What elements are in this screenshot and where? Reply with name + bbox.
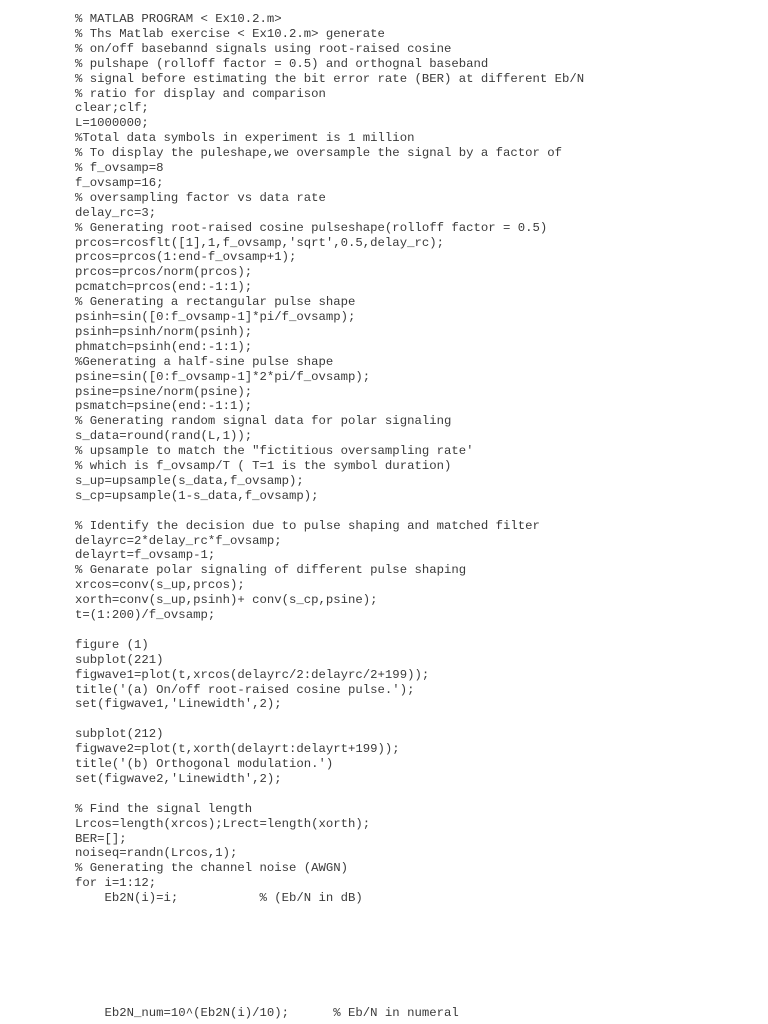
code-line: prcos=rcosflt([1],1,f_ovsamp,'sqrt',0.5,delay_rc);: [75, 236, 444, 250]
code-line: % Ths Matlab exercise < Ex10.2.m> generate: [75, 27, 385, 41]
code-line: %Total data symbols in experiment is 1 million: [75, 131, 415, 145]
code-line: % Identify the decision due to pulse shaping and matched filter: [75, 519, 540, 533]
code-line: delayrc=2*delay_rc*f_ovsamp;: [75, 534, 282, 548]
code-line: title('(a) On/off root-raised cosine pulse.');: [75, 683, 415, 697]
code-line: xorth=conv(s_up,psinh)+ conv(s_cp,psine);: [75, 593, 378, 607]
code-line: set(figwave2,'Linewidth',2);: [75, 772, 282, 786]
code-line: BER=[];: [75, 832, 127, 846]
code-line: psine=sin([0:f_ovsamp-1]*2*pi/f_ovsamp);: [75, 370, 371, 384]
code-line: Eb2N_num=10^(Eb2N(i)/10); % Eb/N in numeral: [75, 1006, 459, 1020]
code-line: figure (1): [75, 638, 149, 652]
code-line: f_ovsamp=16;: [75, 176, 164, 190]
code-line: s_data=round(rand(L,1));: [75, 429, 253, 443]
code-line: % signal before estimating the bit error rate (BER) at different Eb/N: [75, 72, 585, 86]
code-line: title('(b) Orthogonal modulation.'): [75, 757, 334, 771]
code-line: noiseq=randn(Lrcos,1);: [75, 846, 238, 860]
code-line: for i=1:12;: [75, 876, 157, 890]
code-line: prcos=prcos/norm(prcos);: [75, 265, 253, 279]
code-line: figwave2=plot(t,xorth(delayrt:delayrt+199));: [75, 742, 400, 756]
code-line: t=(1:200)/f_ovsamp;: [75, 608, 216, 622]
code-line: % Generating random signal data for polar signaling: [75, 414, 452, 428]
code-line: psmatch=psine(end:-1:1);: [75, 399, 253, 413]
code-line: % oversampling factor vs data rate: [75, 191, 326, 205]
code-line: %Generating a half-sine pulse shape: [75, 355, 334, 369]
code-line: delayrt=f_ovsamp-1;: [75, 548, 216, 562]
code-line: % MATLAB PROGRAM < Ex10.2.m>: [75, 12, 282, 26]
code-line: s_up=upsample(s_data,f_ovsamp);: [75, 474, 304, 488]
code-line: psine=psine/norm(psine);: [75, 385, 253, 399]
code-line: % f_ovsamp=8: [75, 161, 164, 175]
code-line: % Generating root-raised cosine pulseshape(rolloff factor = 0.5): [75, 221, 548, 235]
code-line: % which is f_ovsamp/T ( T=1 is the symbol duration): [75, 459, 452, 473]
code-line: % ratio for display and comparison: [75, 87, 326, 101]
code-line: pcmatch=prcos(end:-1:1);: [75, 280, 253, 294]
code-line: xrcos=conv(s_up,prcos);: [75, 578, 245, 592]
code-line: psinh=sin([0:f_ovsamp-1]*pi/f_ovsamp);: [75, 310, 356, 324]
code-line: % upsample to match the "fictitious oversampling rate': [75, 444, 474, 458]
code-line: psinh=psinh/norm(psinh);: [75, 325, 253, 339]
code-line: phmatch=psinh(end:-1:1);: [75, 340, 253, 354]
code-line: % on/off basebannd signals using root-raised cosine: [75, 42, 452, 56]
code-line: set(figwave1,'Linewidth',2);: [75, 697, 282, 711]
code-line: subplot(221): [75, 653, 164, 667]
code-line: subplot(212): [75, 727, 164, 741]
code-line: prcos=prcos(1:end-f_ovsamp+1);: [75, 250, 297, 264]
code-line: % Generating the channel noise (AWGN): [75, 861, 349, 875]
code-line: figwave1=plot(t,xrcos(delayrc/2:delayrc/2+199));: [75, 668, 430, 682]
code-line: delay_rc=3;: [75, 206, 157, 220]
code-line: s_cp=upsample(1-s_data,f_ovsamp);: [75, 489, 319, 503]
code-line: % To display the puleshape,we oversample the signal by a factor of: [75, 146, 563, 160]
code-line: % Genarate polar signaling of different pulse shaping: [75, 563, 467, 577]
code-line: Eb2N(i)=i; % (Eb/N in dB): [75, 891, 363, 905]
code-line: % pulshape (rolloff factor = 0.5) and orthognal baseband: [75, 57, 489, 71]
code-line: clear;clf;: [75, 101, 149, 115]
code-line: % Find the signal length: [75, 802, 253, 816]
code-line: % Generating a rectangular pulse shape: [75, 295, 356, 309]
code-line: Lrcos=length(xrcos);Lrect=length(xorth);: [75, 817, 371, 831]
code-line: L=1000000;: [75, 116, 149, 130]
